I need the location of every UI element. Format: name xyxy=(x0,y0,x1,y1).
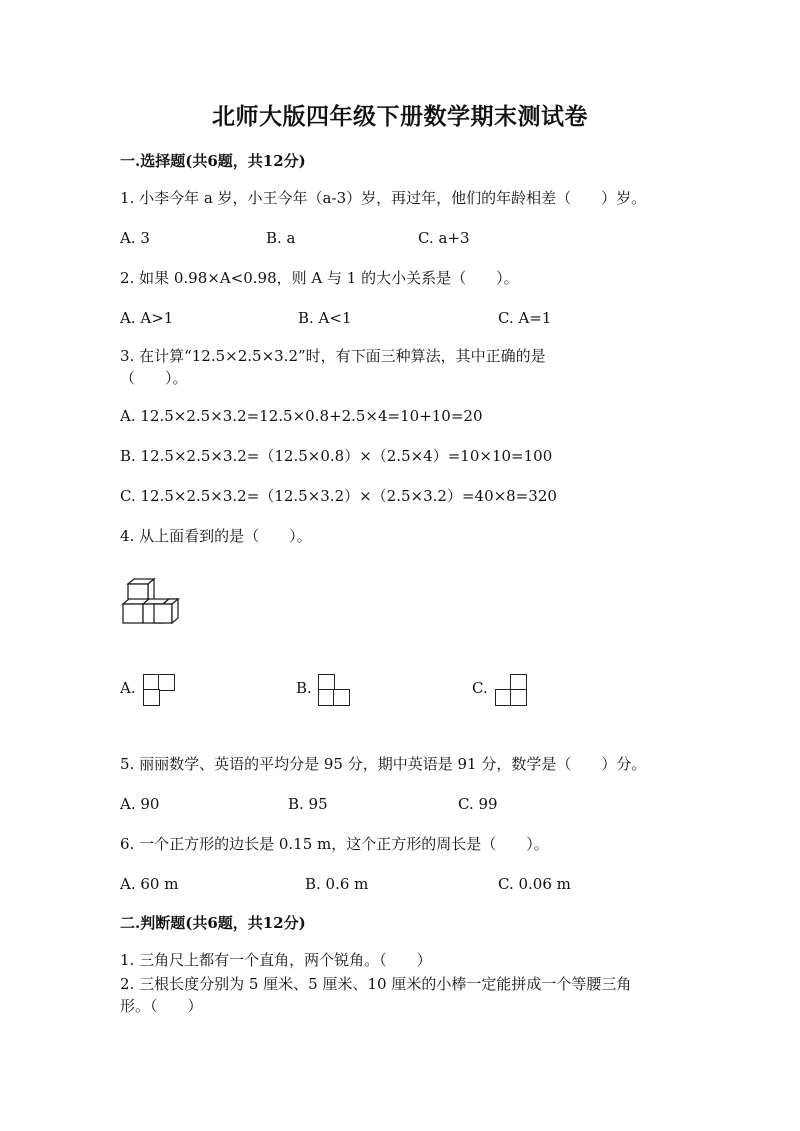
judgment-2-line1: 2. 三根长度分别为 5 厘米、5 厘米、10 厘米的小棒一定能拼成一个等腰三角 xyxy=(120,975,632,993)
q3-option-c: C. 12.5×2.5×3.2=（12.5×3.2）×（2.5×3.2）=40×8=320 xyxy=(120,487,557,505)
q4-option-a-figure xyxy=(143,674,177,708)
q1-option-c: C. a+3 xyxy=(418,229,470,247)
question-2: 2. 如果 0.98×A<0.98，则 A 与 1 的大小关系是（ ）。 xyxy=(120,269,519,287)
judgment-1: 1. 三角尺上都有一个直角，两个锐角。（ ） xyxy=(120,951,432,969)
q5-option-b: B. 95 xyxy=(288,795,328,813)
q4-option-c: C. xyxy=(472,679,488,697)
q6-option-b: B. 0.6 m xyxy=(305,875,369,893)
section-heading-choice: 一.选择题(共6题，共12分) xyxy=(120,152,306,170)
q1-option-a: A. 3 xyxy=(120,229,150,247)
q5-option-c: C. 99 xyxy=(458,795,498,813)
q2-option-a: A. A>1 xyxy=(120,309,174,327)
q4-option-b-figure xyxy=(318,674,352,708)
question-4: 4. 从上面看到的是（ ）。 xyxy=(120,527,312,545)
question-3-line2: （ ）。 xyxy=(120,369,188,387)
page-title: 北师大版四年级下册数学期末测试卷 xyxy=(212,103,588,130)
square-shape xyxy=(333,689,350,706)
section-heading-judgment: 二.判断题(共6题，共12分) xyxy=(120,914,306,932)
q6-option-a: A. 60 m xyxy=(120,875,179,893)
question-6: 6. 一个正方形的边长是 0.15 m，这个正方形的周长是（ ）。 xyxy=(120,835,549,853)
q2-option-c: C. A=1 xyxy=(498,309,552,327)
question-3-line1: 3. 在计算“12.5×2.5×3.2”时，有下面三种算法，其中正确的是 xyxy=(120,347,546,365)
q5-option-a: A. 90 xyxy=(120,795,160,813)
q3-option-b: B. 12.5×2.5×3.2=（12.5×0.8）×（2.5×4）=10×10=100 xyxy=(120,447,553,465)
q1-option-b: B. a xyxy=(266,229,296,247)
q4-option-b: B. xyxy=(296,679,312,697)
cube-stack-icon xyxy=(120,578,184,628)
square-shape xyxy=(158,674,175,691)
q6-option-c: C. 0.06 m xyxy=(498,875,571,893)
q4-option-c-figure xyxy=(495,674,529,708)
judgment-2-line2: 形。（ ） xyxy=(120,997,203,1015)
question-1: 1. 小李今年 a 岁，小王今年（a-3）岁，再过年，他们的年龄相差（ ）岁。 xyxy=(120,189,647,207)
square-shape xyxy=(510,689,527,706)
square-shape xyxy=(143,689,160,706)
question-5: 5. 丽丽数学、英语的平均分是 95 分，期中英语是 91 分，数学是（ ）分。 xyxy=(120,755,647,773)
q2-option-b: B. A<1 xyxy=(298,309,352,327)
q4-option-a: A. xyxy=(120,679,136,697)
q3-option-a: A. 12.5×2.5×3.2=12.5×0.8+2.5×4=10+10=20 xyxy=(120,407,483,425)
